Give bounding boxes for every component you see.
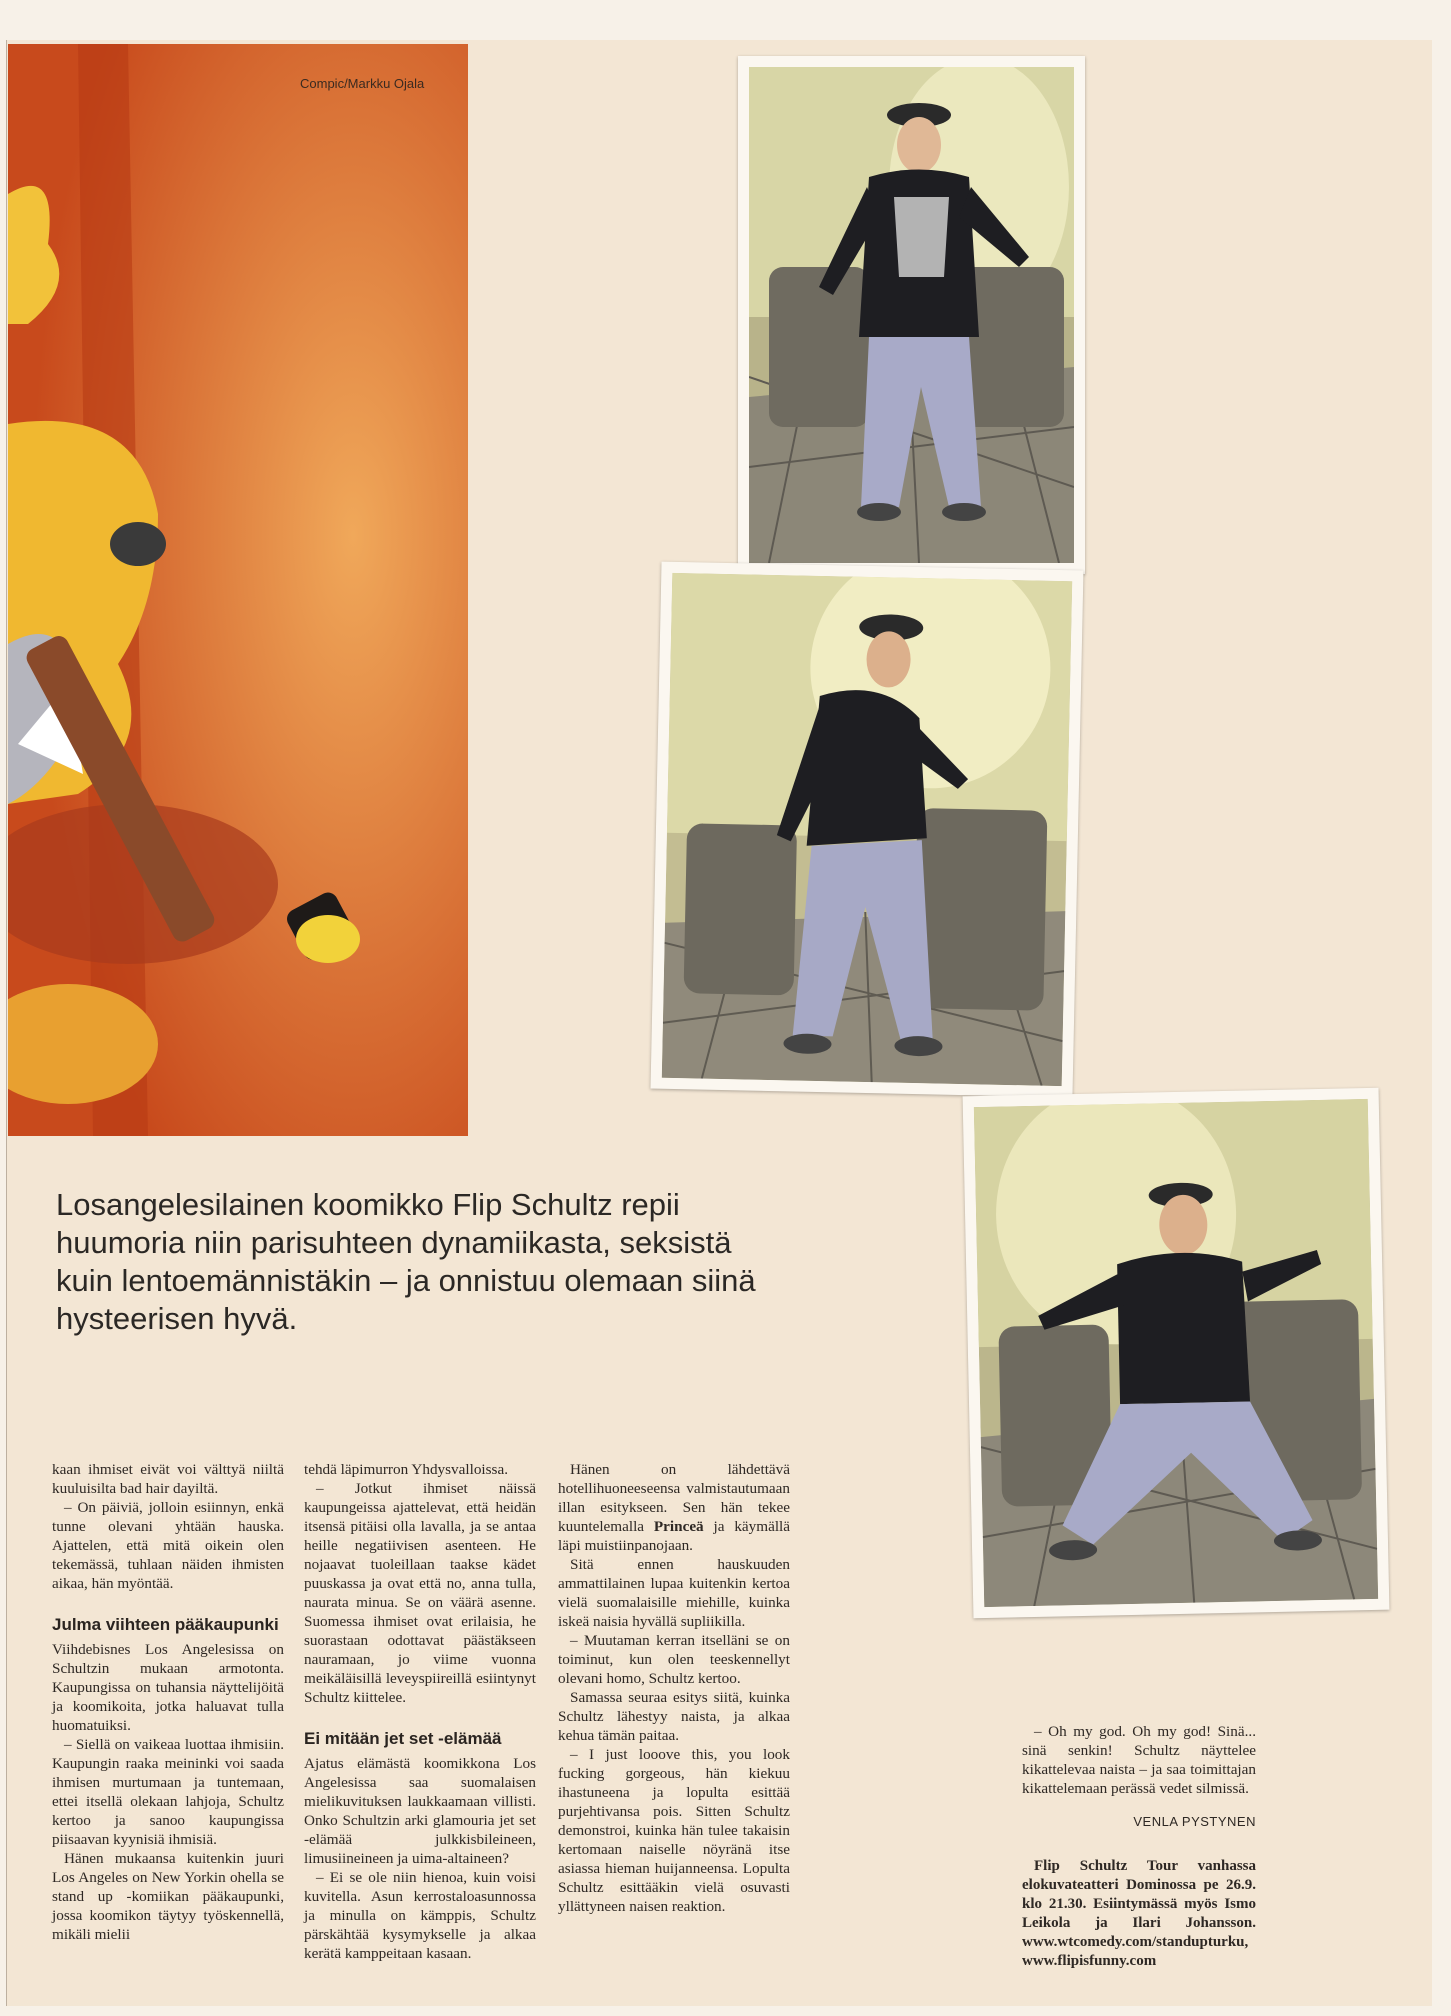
article-column-2 (304, 1460, 536, 1963)
paragraph (558, 1460, 790, 1555)
text-princea: Princeä (653, 1518, 704, 1535)
byline: VENLA PYSTYNEN (1133, 1814, 1256, 1829)
article-column-3 (558, 1460, 790, 1916)
subheading: Ei mitään jet set -elämää (304, 1729, 502, 1748)
subheading: Julma viihteen pääkaupunki (52, 1615, 279, 1634)
paragraph: kaan ihmiset eivät voi välttyä niiltä kuuluisilta bad hair dayiltä. (52, 1461, 284, 1497)
paragraph: – I just looove this, you look fucking gorgeous, hän kiekuu ihastuneena ja lopulta esittää purjehtivansa pois. Sitten Schultz demonstroi, kuinka hän tulee takaisin kertomaan naiselle nöyränä itse asiassa hieman huijanneensa. Lopulta Schultz esittääkin vielä osuvasti yllättyneen naisen reaktion. (558, 1746, 790, 1915)
paragraph: tehdä läpimurron Yhdysvalloissa. (304, 1461, 509, 1478)
text: ja käymällä läpi muistiinpanojaan. (558, 1518, 790, 1554)
paragraph: – Jotkut ihmiset näissä kaupungeissa ajattelevat, että heidän itsensä pitäisi olla lavalla, ja se antaa heille negatiivisen asenteen. He nojaavat tuoleillaan taakse kädet puuskassa ja ovat että no, anna tulla, naurata minua. Se on väärä asenne. Suomessa ihmiset ovat erilaisia, he suorastaan odottavat päästäkseen nauramaan, jo viime vuonna meikäläisillä leveyspiireillä esiintynyt Schultz kiittelee. (304, 1480, 536, 1706)
event-info: Flip Schultz Tour vanhassa elokuvateatteri Dominossa pe 26.9. klo 21.30. Esiintymässä myös Ismo Leikola ja Ilari Johansson. www.wtcomedy.com/standupturku, www.flipisfunny.com (1022, 1858, 1256, 1969)
paragraph: – Oh my god. Oh my god! Sinä... sinä senkin! Schultz näyttelee kikattelevaa naista – ja saa toimittajan kikattelemaan perässä vedet silmissä. (1022, 1723, 1256, 1797)
article-column-4 (1022, 1722, 1256, 1971)
photo-comedian-shrug (738, 56, 1085, 574)
paragraph: Samassa seuraa esitys siitä, kuinka Schultz lähestyy naista, ja alkaa kehua tämän paitaa. (558, 1689, 790, 1744)
paragraph: – Muutaman kerran itselläni se on toiminut, kun olen teeskennellyt olevani homo, Schultz kertoo. (558, 1632, 790, 1687)
paragraph: – Siellä on vaikeaa luottaa ihmisiin. Kaupungin raaka meininki voi saada ihmisen murtumaan ja tuntemaan, ettei itsellä olekaan lahjoja, Schultz kertoo ja sanoo kaupungissa piisaavan kyynisiä ihmisiä. (52, 1736, 284, 1848)
article-column-1 (52, 1460, 284, 1944)
paragraph: Viihdebisnes Los Angelesissa on Schultzin mukaan armotonta. Kaupungissa on tuhansia näyttelijöitä ja koomikoita, jotka haluavat tulla huomatuiksi. (52, 1641, 284, 1734)
paragraph: Sitä ennen hauskuuden ammattilainen lupaa kuitenkin kertoa vielä suomalaisille miehille, kuinka iskeä naisia hyvällä supliikilla. (558, 1556, 790, 1630)
paragraph: Ajatus elämästä koomikkona Los Angelesissa saa suomalaisen mielikuvituksen laukkaamaan villisti. Onko Schultzin arki glamouria jet set -elämää julkkisbileineen, limusiineineen ja uima-altaineen? (304, 1755, 536, 1867)
article-lede: Losangelesilainen koomikko Flip Schultz repii huumoria niin parisuhteen dynamiikasta, seksistä kuin lentoemännistäkin – ja onnistuu olemaan siinä hysteerisen hyvä. (56, 1187, 756, 1336)
cartoon-illustration (8, 44, 468, 1136)
text: Hänen on lähdettävä hotellihuoneeseensa valmistautumaan illan esitykseen. Sen hän tekee kuuntelemalla (558, 1461, 790, 1535)
paragraph: Hänen mukaansa kuitenkin juuri Los Angeles on New Yorkin ohella se stand up -komiikan pääkaupunki, jossa koomikon täytyy työskennellä, mikäli mielii (52, 1850, 284, 1943)
photo-comedian-crouching (963, 1088, 1390, 1619)
photo-comedian-leaning (651, 562, 1084, 1098)
photo-credit: Compic/Markku Ojala (300, 76, 425, 91)
cartoon-chick-drawing (8, 44, 468, 1136)
paragraph: – On päiviä, jolloin esiinnyn, enkä tunne olevani yhtään hauska. Ajattelen, että mitä oikein olen tekemässä, tuhlaan näiden ihmisten aikaa, hän myöntää. (52, 1499, 284, 1592)
paragraph: – Ei se ole niin hienoa, kuin voisi kuvitella. Asun kerrostaloasunnossa ja minulla on kämppis, Schultz pärskähtää kysymykselle ja alkaa kerätä kamppeitaan kasaan. (304, 1869, 536, 1962)
